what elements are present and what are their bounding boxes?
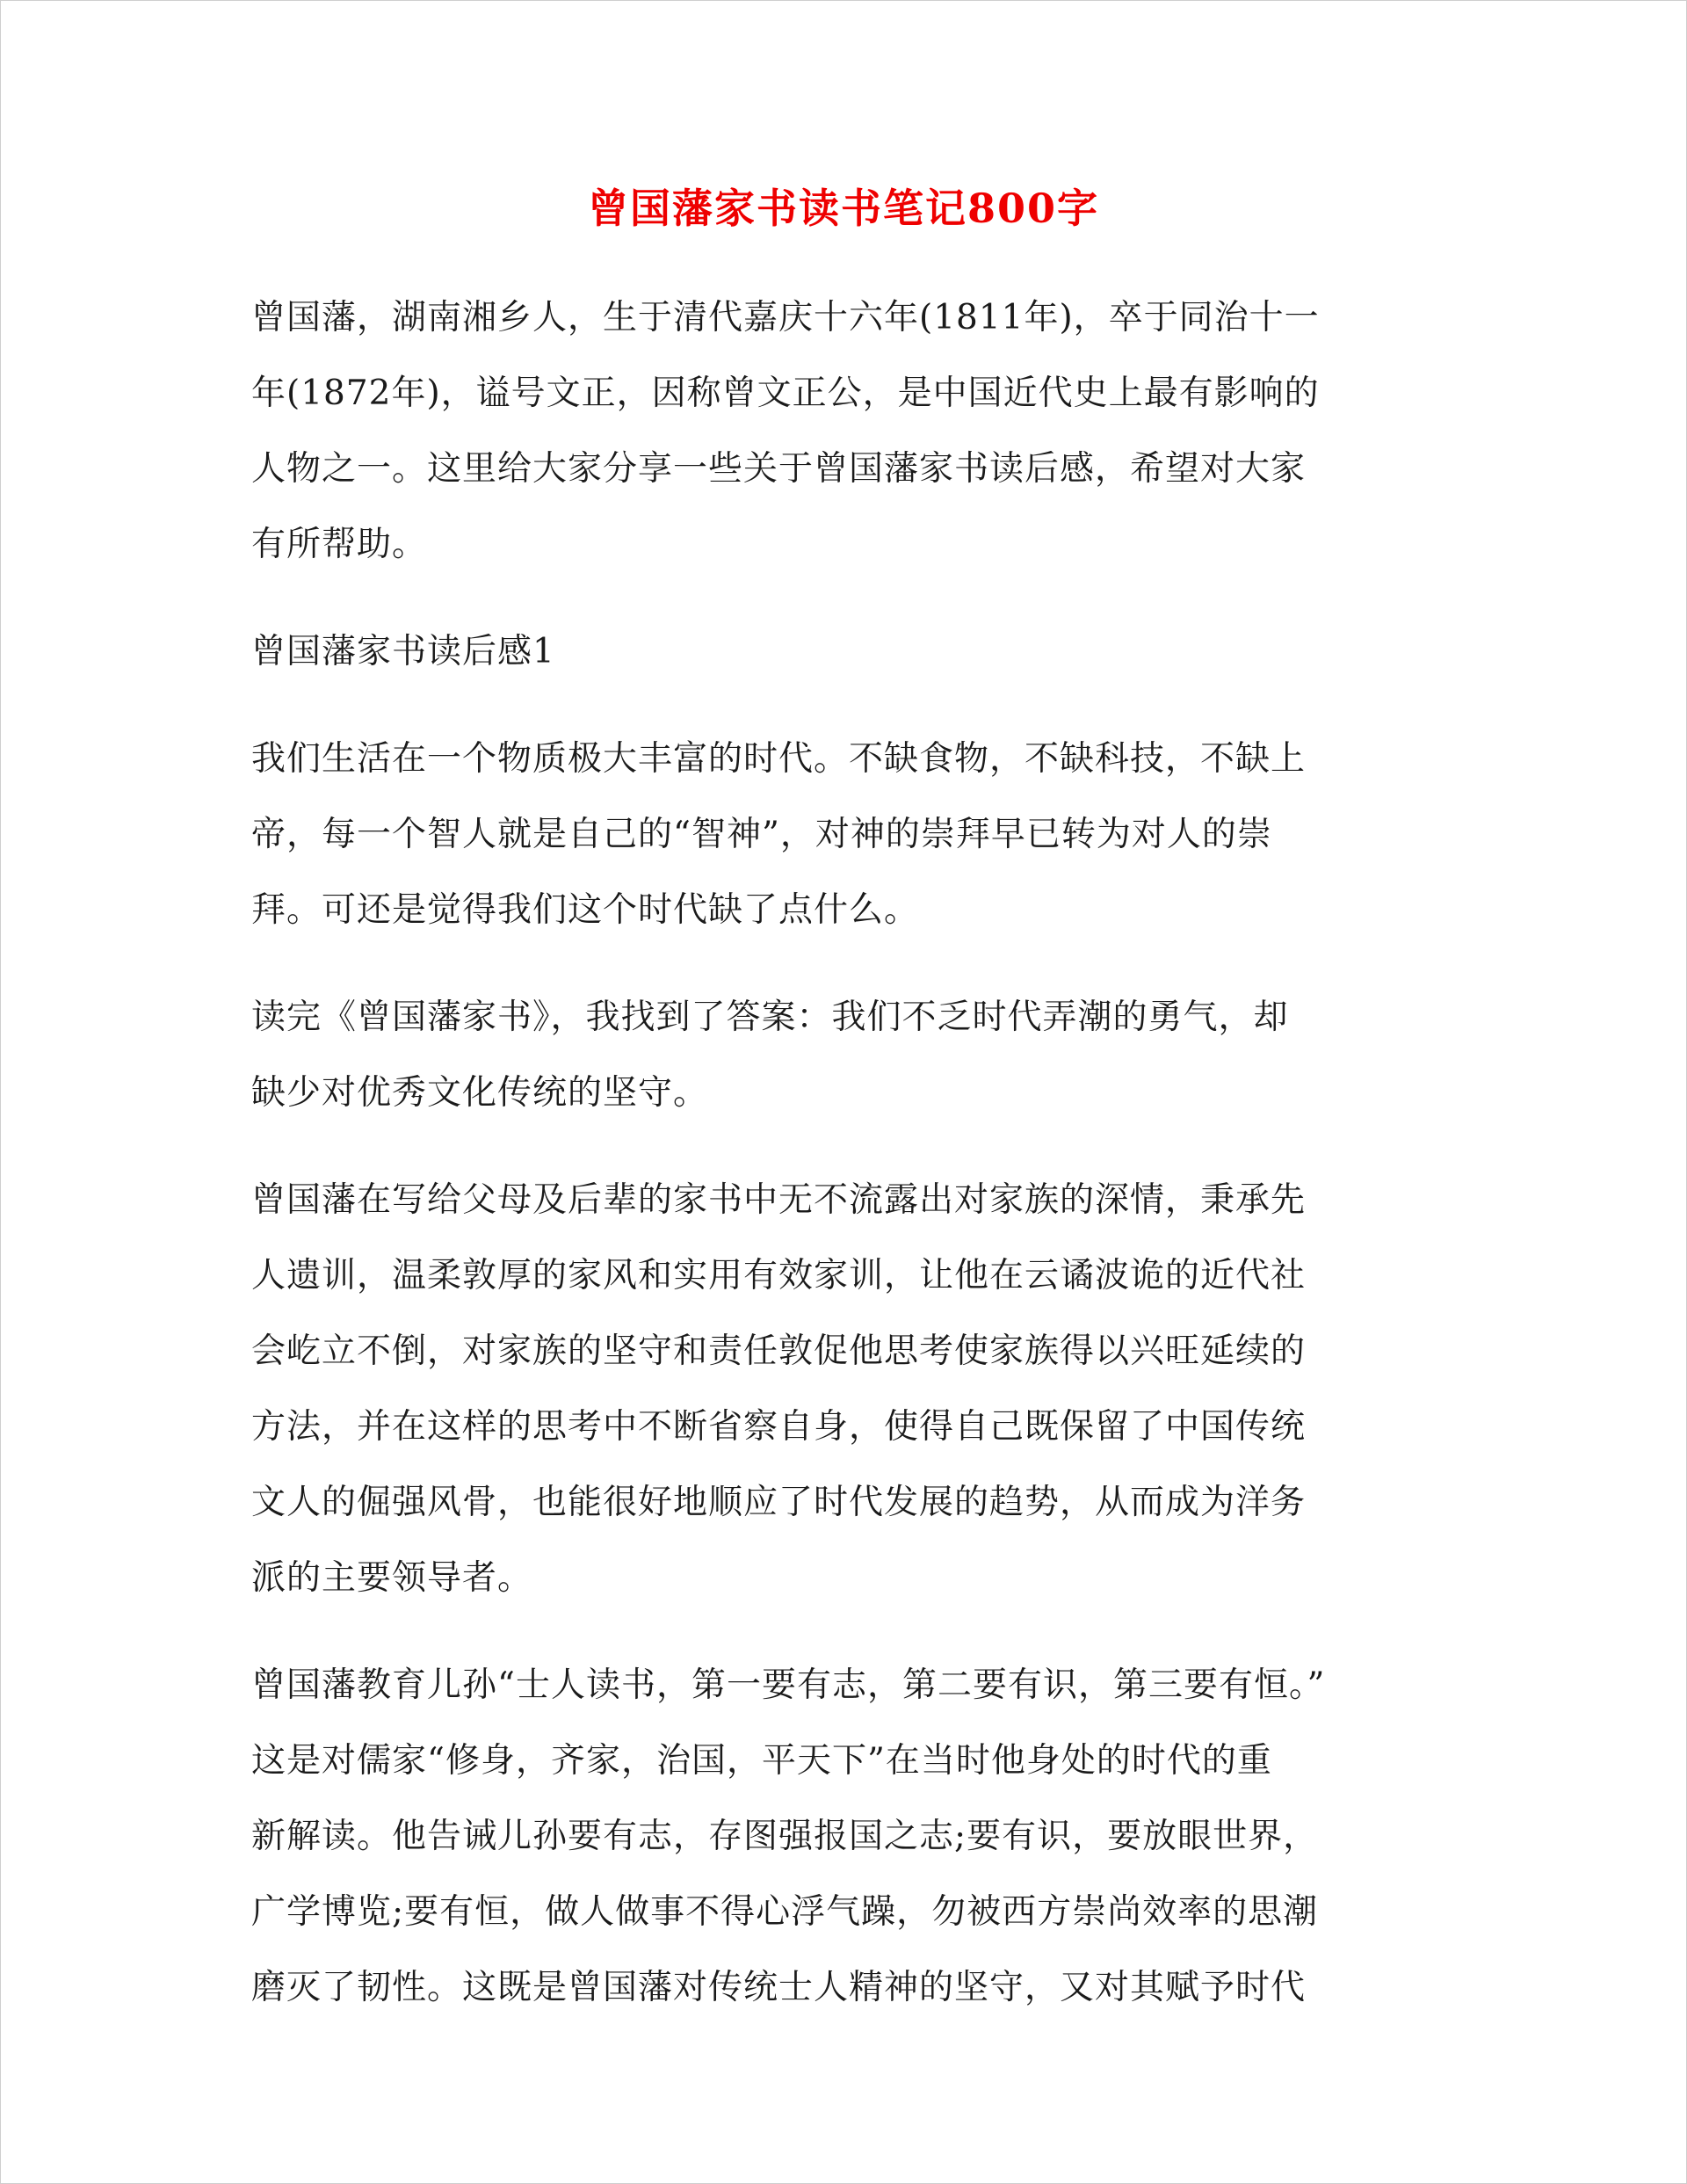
text-line: 我们生活在一个物质极大丰富的时代。不缺食物，不缺科技，不缺上 bbox=[251, 739, 1307, 779]
text-line: 磨灭了韧性。这既是曾国藩对传统士人精神的坚守，又对其赋予时代 bbox=[251, 1968, 1307, 2007]
paragraph-intro bbox=[251, 280, 1481, 583]
section-heading bbox=[251, 614, 1481, 690]
text-line: 缺少对优秀文化传统的坚守。 bbox=[251, 1073, 709, 1113]
text-line: 拜。可还是觉得我们这个时代缺了点什么。 bbox=[251, 890, 920, 930]
text-line: 人遗训，温柔敦厚的家风和实用有效家训，让他在云谲波诡的近代社 bbox=[251, 1256, 1307, 1295]
text-line: 曾国藩，湖南湘乡人，生于清代嘉庆十六年(1811年)，卒于同治十一 bbox=[251, 298, 1320, 337]
paragraph bbox=[251, 1648, 1481, 2026]
text-line: 帝，每一个智人就是自己的“智神”，对神的崇拜早已转为对人的崇 bbox=[251, 815, 1272, 854]
text-line: 曾国藩教育儿孙“士人读书，第一要有志，第二要有识，第三要有恒。” bbox=[251, 1665, 1326, 1705]
text-line: 曾国藩家书读后感1 bbox=[251, 632, 555, 671]
text-line: 会屹立不倒，对家族的坚守和责任敦促他思考使家族得以兴旺延续的 bbox=[251, 1331, 1307, 1371]
paragraph bbox=[251, 1163, 1481, 1616]
text-line: 有所帮助。 bbox=[251, 525, 428, 564]
text-line: 这是对儒家“修身，齐家，治国，平天下”在当时他身处的时代的重 bbox=[251, 1741, 1272, 1781]
text-line: 方法，并在这样的思考中不断省察自身，使得自己既保留了中国传统 bbox=[251, 1407, 1307, 1447]
text-line: 新解读。他告诫儿孙要有志，存图强报国之志;要有识，要放眼世界， bbox=[251, 1817, 1319, 1856]
text-line: 文人的倔强风骨，也能很好地顺应了时代发展的趋势，从而成为洋务 bbox=[251, 1483, 1307, 1522]
text-line: 派的主要领导者。 bbox=[251, 1558, 533, 1598]
document-title: 曾国藩家书读书笔记800字 bbox=[587, 185, 1100, 232]
text-line: 读完《曾国藩家书》，我找到了答案：我们不乏时代弄潮的勇气，却 bbox=[251, 998, 1289, 1037]
text-line: 人物之一。这里给大家分享一些关于曾国藩家书读后感，希望对大家 bbox=[251, 449, 1307, 489]
paragraph bbox=[251, 722, 1481, 948]
text-line: 年(1872年)，谥号文正，因称曾文正公，是中国近代史上最有影响的 bbox=[251, 374, 1320, 413]
text-line: 曾国藩在写给父母及后辈的家书中无不流露出对家族的深情，秉承先 bbox=[251, 1180, 1307, 1220]
paragraph bbox=[251, 980, 1481, 1131]
document-body bbox=[251, 280, 1481, 2057]
text-line: 广学博览;要有恒，做人做事不得心浮气躁，勿被西方崇尚效率的思潮 bbox=[251, 1892, 1319, 1932]
